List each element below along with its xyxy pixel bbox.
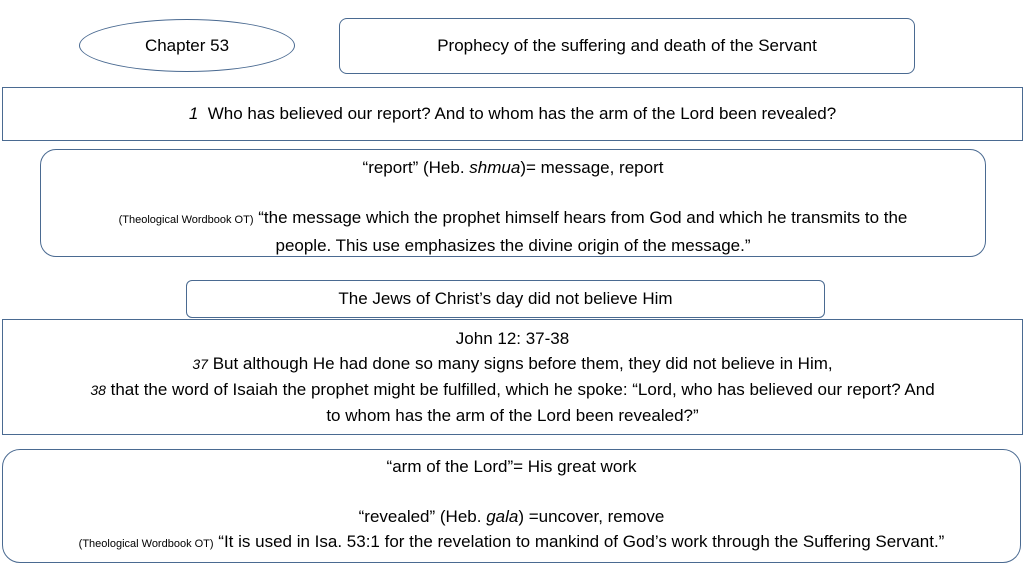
chapter-label-ellipse [79, 19, 295, 72]
chapter-label: Chapter 53 [144, 35, 230, 55]
arm-definition-box [2, 449, 1021, 563]
verse-1-line [189, 104, 836, 124]
hebrew-word-shmua: shmua [469, 158, 521, 177]
revealed-suffix: ) =uncover, remove [518, 507, 665, 526]
jews-statement: The Jews of Christ’s day did not believe Him [338, 289, 673, 308]
revealed-definition-line [3, 504, 1020, 529]
verse-38-line-2: to whom has the arm of the Lord been revealed?” [326, 406, 699, 425]
verse-38-line [3, 377, 1022, 403]
verse-38-number: 38 [90, 382, 106, 398]
title-box [339, 18, 915, 74]
report-prefix: “report” (Heb. [362, 158, 470, 177]
source-citation: (Theological Wordbook OT) [118, 214, 254, 226]
verse-number: 1 [188, 104, 199, 123]
john-reference: John 12: 37-38 [455, 329, 570, 348]
verse-38-text: that the word of Isaiah the prophet might be fulfilled, which he spoke: “Lord, who has believed our report? And [110, 380, 935, 399]
source-citation-2: (Theological Wordbook OT) [78, 538, 214, 550]
quote-text-1: “the message which the prophet himself hears from God and which he transmits to the [258, 208, 908, 227]
report-quote-line-2: people. This use emphasizes the divine origin of the message.” [275, 236, 751, 255]
report-suffix: )= message, report [520, 158, 664, 177]
verse-37-line [3, 351, 1022, 377]
revealed-quote: “It is used in Isa. 53:1 for the revelation to mankind of God’s work through the Suffering Servant.” [218, 532, 945, 551]
verse-1-box [2, 87, 1023, 141]
slide-title: Prophecy of the suffering and death of the Servant [437, 36, 817, 55]
verse-37-text: But although He had done so many signs before them, they did not believe in Him, [212, 354, 833, 373]
revealed-prefix: “revealed” (Heb. [358, 507, 487, 526]
verse-text: Who has believed our report? And to whom has the arm of the Lord been revealed? [207, 104, 837, 123]
arm-of-lord-line: “arm of the Lord”= His great work [386, 457, 637, 476]
john-passage-box [2, 319, 1023, 435]
verse-37-number: 37 [192, 356, 208, 372]
revealed-quote-line [3, 529, 1020, 557]
report-definition-line [41, 155, 985, 180]
hebrew-word-gala: gala [486, 507, 519, 526]
jews-statement-box [186, 280, 825, 318]
report-quote-line-1 [41, 205, 985, 233]
report-definition-box [40, 149, 986, 257]
